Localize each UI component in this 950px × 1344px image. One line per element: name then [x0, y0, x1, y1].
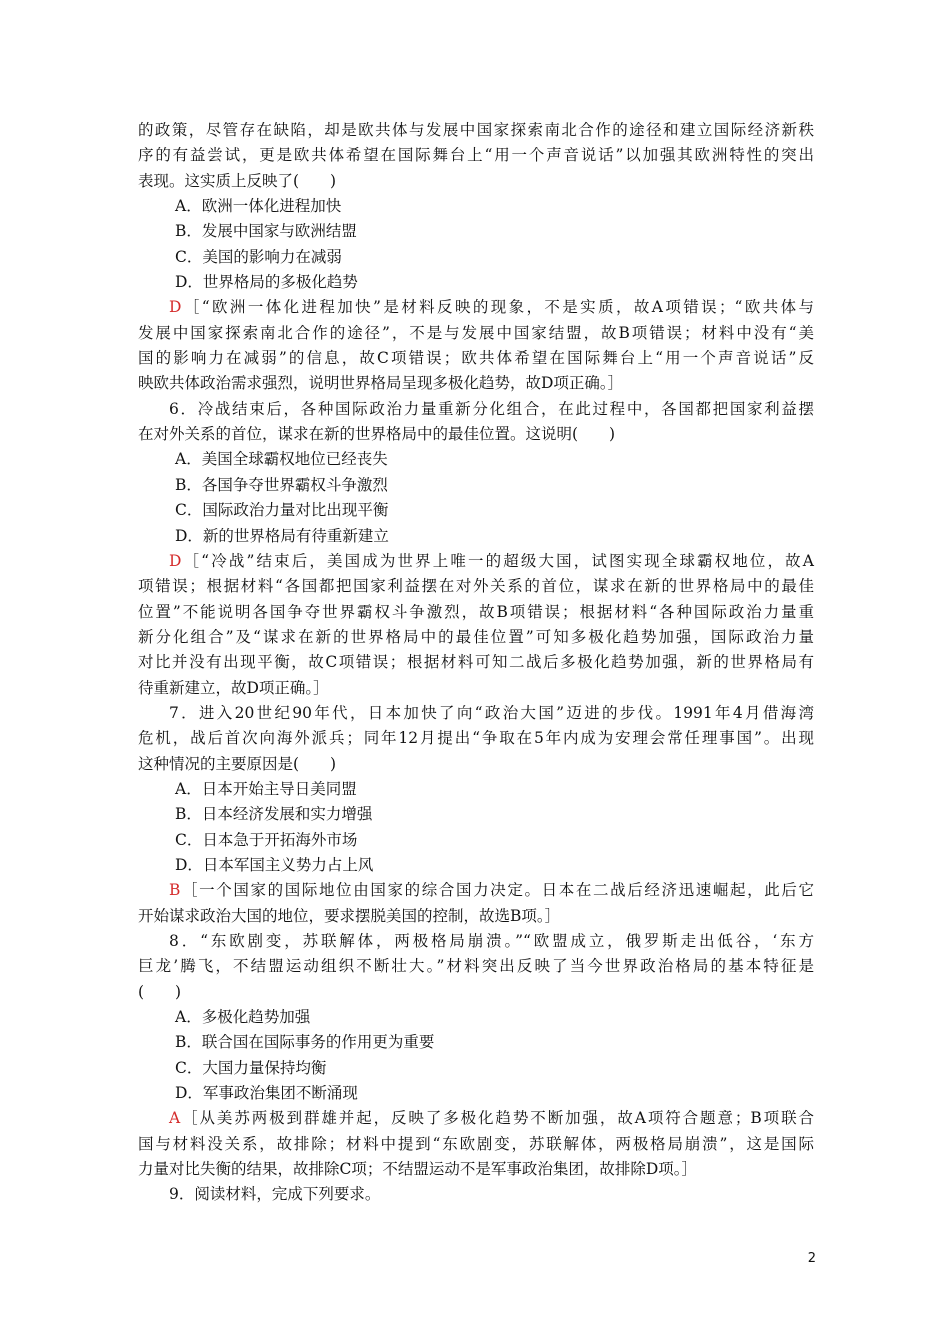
q8-explanation-line-3: 力量对比失衡的结果，故排除C项；不结盟运动不是军事政治集团，故排除D项。］	[138, 1160, 698, 1179]
q6-stem-line-1: 6．冷战结束后，各种国际政治力量重新分化组合，在此过程中，各国都把国家利益摆	[169, 399, 814, 418]
q7-option-c: C．日本急于开拓海外市场	[175, 830, 358, 849]
q7-option-a: A．日本开始主导日美同盟	[175, 779, 357, 798]
q5-stem-line-1: 的政策，尽管存在缺陷，却是欧共体与发展中国家探索南北合作的途径和建立国际经济新秩	[138, 121, 814, 139]
q7-stem-line-1: 7．进入20世纪90年代，日本加快了向“政治大国”迈进的步伐。1991年4月借海湾	[169, 703, 814, 722]
q5-stem-line-2: 序的有益尝试，更是欧共体希望在国际舞台上“用一个声音说话”以加强其欧洲特性的突出	[138, 146, 814, 165]
page-content	[138, 118, 814, 1208]
q7-stem-line-2: 危机，战后首次向海外派兵；同年12月提出“争取在5年内成为安理会常任理事国”。出现	[138, 729, 814, 748]
q6-option-a: A．美国全球霸权地位已经丧失	[175, 450, 388, 469]
q8-explanation-line-1	[138, 1106, 814, 1131]
q6-explanation-line-3: 位置”不能说明各国争夺世界霸权斗争激烈，故B项错误；根据材料“各种国际政治力量重	[138, 602, 814, 621]
q8-option-d: D．军事政治集团不断涌现	[175, 1084, 358, 1103]
q8-stem-line-2: 巨龙’腾飞，不结盟运动组织不断壮大。”材料突出反映了当今世界政治格局的基本特征是	[138, 957, 814, 976]
q7-option-d: D．日本军国主义势力占上风	[175, 855, 374, 874]
q7-answer-letter: B	[169, 881, 181, 900]
q8-stem-line-3: ( )	[138, 982, 182, 1001]
q8-option-c: C．大国力量保持均衡	[175, 1058, 327, 1077]
q6-explanation-line-5: 对比并没有出现平衡，故C项错误；根据材料可知二战后多极化趋势加强，新的世界格局有	[138, 653, 814, 672]
q5-explanation-line-3: 国的影响力在减弱”的信息，故C项错误；欧共体希望在国际舞台上“用一个声音说话”反	[138, 349, 814, 368]
q8-answer-letter: A	[169, 1109, 181, 1128]
q8-option-a: A．多极化趋势加强	[175, 1008, 311, 1027]
q5-explanation-line-4: 映欧共体政治需求强烈，说明世界格局呈现多极化趋势，故D项正确。］	[138, 374, 624, 393]
q6-explanation-line-1	[138, 549, 814, 574]
q5-option-c: C．美国的影响力在减弱	[175, 247, 342, 266]
q6-explanation-line-4: 新分化组合”及“谋求在新的世界格局中的最佳位置”可知多极化趋势加强，国际政治力量	[138, 627, 814, 646]
q6-option-c: C．国际政治力量对比出现平衡	[175, 501, 389, 520]
q6-option-b: B．各国争夺世界霸权斗争激烈	[175, 475, 388, 494]
q5-option-b: B．发展中国家与欧洲结盟	[175, 222, 357, 241]
q6-explanation-text-1: ［“冷战”结束后，美国成为世界上唯一的超级大国，试图实现全球霸权地位，故A	[181, 551, 814, 570]
q7-option-b: B．日本经济发展和实力增强	[175, 805, 373, 824]
q5-explanation-line-2: 发展中国家探索南北合作的途径”，不是与发展中国家结盟，故B项错误；材料中没有“美	[138, 323, 814, 342]
q5-explanation-line-1	[138, 295, 814, 320]
q8-explanation-text-1: ［从美苏两极到群雄并起，反映了多极化趋势不断加强，故A项符合题意；B项联合	[180, 1109, 814, 1128]
q8-explanation-line-2: 国与材料没关系，故排除；材料中提到“东欧剧变，苏联解体，两极格局崩溃”，这是国际	[138, 1134, 814, 1153]
q7-explanation-line-1	[138, 878, 814, 903]
q6-stem-line-2: 在对外关系的首位，谋求在新的世界格局中的最佳位置。这说明( )	[138, 425, 616, 444]
q5-option-d: D．世界格局的多极化趋势	[175, 273, 358, 292]
q5-explanation-text-1: ［“欧洲一体化进程加快”是材料反映的现象，不是实质，故A项错误；“欧共体与	[181, 298, 814, 317]
q9-stem-line-1: 9．阅读材料，完成下列要求。	[169, 1185, 381, 1204]
q8-option-b: B．联合国在国际事务的作用更为重要	[175, 1033, 435, 1052]
page-number: 2	[807, 1251, 816, 1266]
q5-answer-letter: D	[169, 298, 182, 317]
q7-explanation-text-1: ［一个国家的国际地位由国家的综合国力决定。日本在二战后经济迅速崛起，此后它	[180, 881, 814, 900]
q6-explanation-line-6: 待重新建立，故D项正确。］	[138, 678, 329, 697]
q5-option-a: A．欧洲一体化进程加快	[175, 197, 342, 216]
q6-explanation-line-2: 项错误；根据材料“各国都把国家利益摆在对外关系的首位，谋求在新的世界格局中的最佳	[138, 577, 814, 596]
q6-option-d: D．新的世界格局有待重新建立	[175, 526, 389, 545]
q6-answer-letter: D	[169, 551, 182, 570]
q5-stem-line-3: 表现。这实质上反映了( )	[138, 171, 337, 190]
q7-explanation-line-2: 开始谋求政治大国的地位，要求摆脱美国的控制，故选B项。］	[138, 906, 561, 925]
q7-stem-line-3: 这种情况的主要原因是( )	[138, 754, 337, 773]
q8-stem-line-1: 8．“东欧剧变，苏联解体，两极格局崩溃。”“欧盟成立，俄罗斯走出低谷，‘东方	[169, 932, 814, 950]
